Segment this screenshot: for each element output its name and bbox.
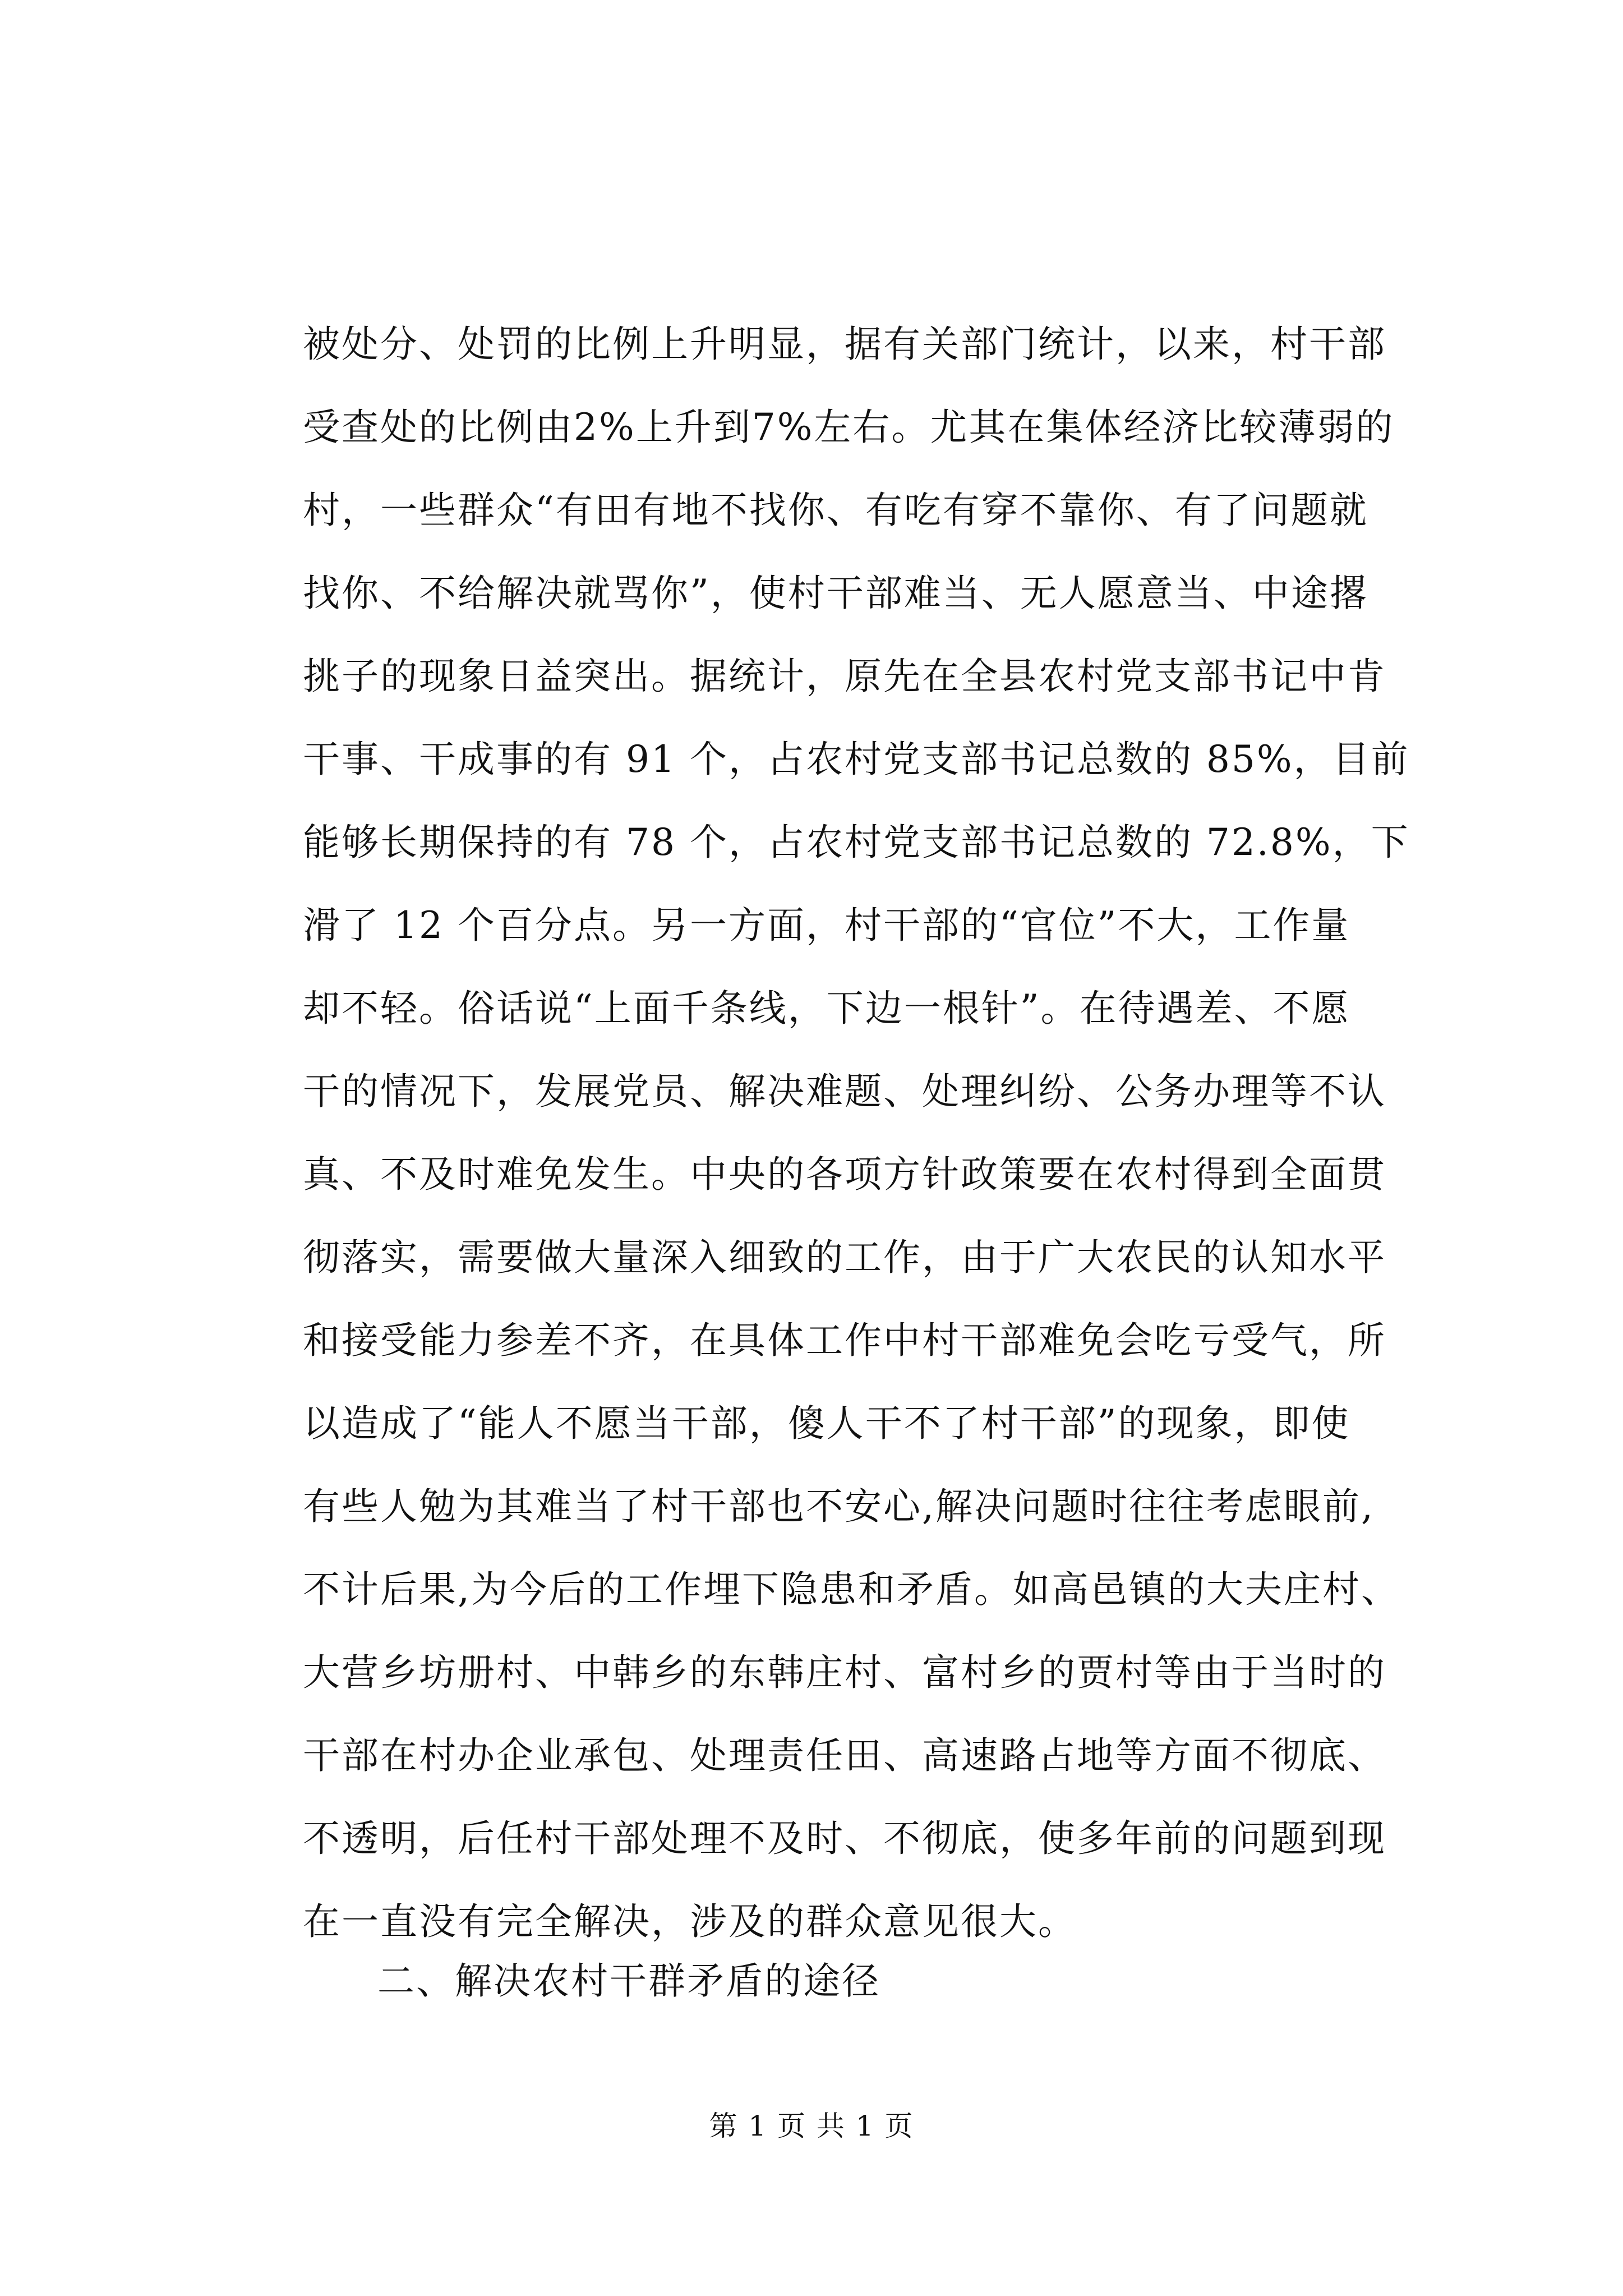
paragraph-line: 受查处的比例由2%上升到7%左右。尤其在集体经济比较薄弱的: [303, 406, 1395, 449]
paragraph-line: 被处分、处罚的比例上升明显，据有关部门统计，以来，村干部: [303, 323, 1386, 366]
paragraph-line: 干部在村办企业承包、处理责任田、高速路占地等方面不彻底、: [303, 1734, 1386, 1777]
paragraph-line: 不透明，后任村干部处理不及时、不彻底，使多年前的问题到现: [303, 1817, 1386, 1860]
paragraph-line: 彻落实，需要做大量深入细致的工作，由于广大农民的认知水平: [303, 1236, 1386, 1279]
body-paragraph: [303, 303, 1419, 1963]
paragraph-line: 不计后果,为今后的工作埋下隐患和矛盾。如高邑镇的大夫庄村、: [303, 1568, 1400, 1611]
paragraph-line: 大营乡坊册村、中韩乡的东韩庄村、富村乡的贾村等由于当时的: [303, 1651, 1386, 1694]
paragraph-line: 却不轻。俗话说“上面千条线，下边一根针”。在待遇差、不愿: [303, 987, 1350, 1030]
paragraph-line: 和接受能力参差不齐，在具体工作中村干部难免会吃亏受气，所: [303, 1319, 1386, 1362]
paragraph-line: 真、不及时难免发生。中央的各项方针政策要在农村得到全面贯: [303, 1153, 1386, 1196]
paragraph-line: 干事、干成事的有 91 个，占农村党支部书记总数的 85%，目前: [303, 738, 1410, 781]
paragraph-line: 村，一些群众“有田有地不找你、有吃有穿不靠你、有了问题就: [303, 489, 1368, 532]
paragraph-line: 能够长期保持的有 78 个，占农村党支部书记总数的 72.8%，下: [303, 821, 1410, 864]
paragraph-line: 找你、不给解决就骂你”，使村干部难当、无人愿意当、中途撂: [303, 572, 1368, 615]
page-footer: 第 1 页 共 1 页: [709, 2110, 914, 2142]
paragraph-line: 干的情况下，发展党员、解决难题、处理纠纷、公务办理等不认: [303, 1070, 1386, 1113]
paragraph-line: 挑子的现象日益突出。据统计，原先在全县农村党支部书记中肯: [303, 655, 1386, 698]
paragraph-line: 以造成了“能人不愿当干部，傻人干不了村干部”的现象，即使: [303, 1402, 1350, 1445]
paragraph-line: 在一直没有完全解决，涉及的群众意见很大。: [303, 1900, 1077, 1943]
section-heading: 二、解决农村干群矛盾的途径: [377, 1959, 880, 2003]
paragraph-line: 有些人勉为其难当了村干部也不安心,解决问题时往往考虑眼前,: [303, 1485, 1375, 1528]
paragraph-line: 滑了 12 个百分点。另一方面，村干部的“官位”不大，工作量: [303, 904, 1350, 947]
